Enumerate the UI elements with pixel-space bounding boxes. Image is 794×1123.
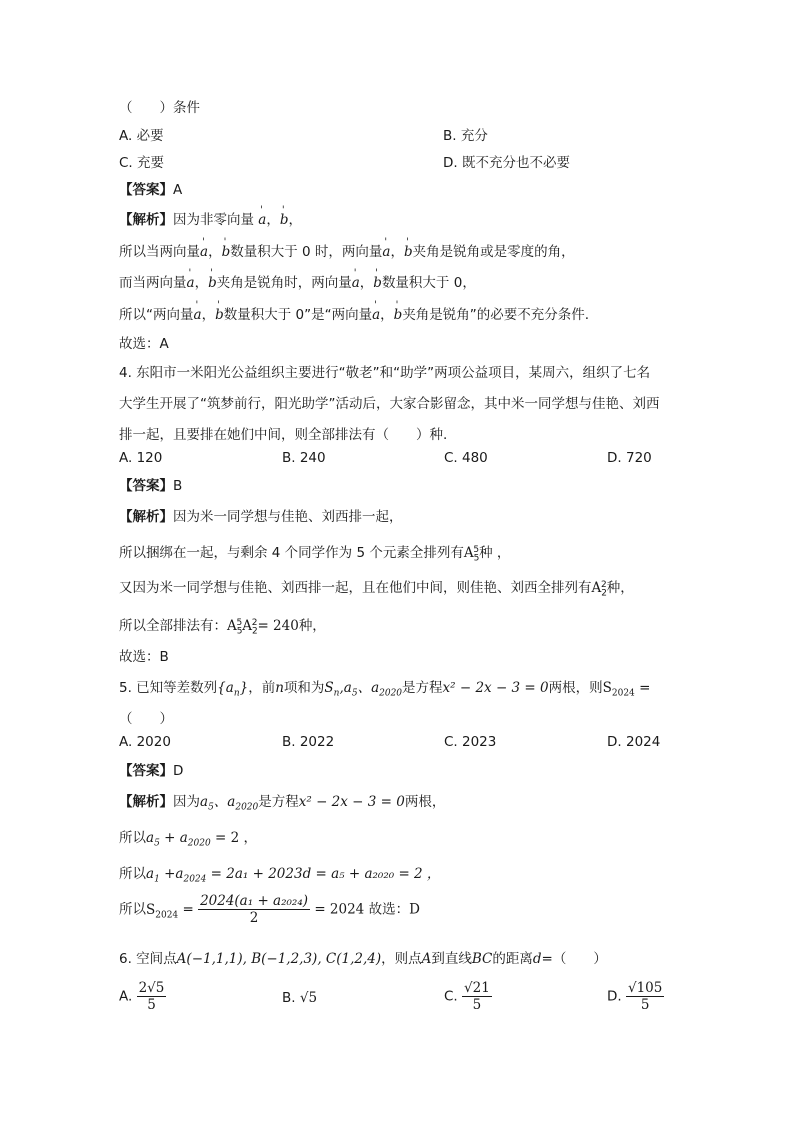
q3-option-c: C. 充要 xyxy=(119,155,165,171)
q6-option-a xyxy=(119,980,166,1013)
q4-stem-line-3: 排一起，且要排在她们中间，则全部排法有（ ）种. xyxy=(119,427,448,443)
text-fragment: ， xyxy=(288,212,303,228)
text-fragment: 种， xyxy=(606,580,634,596)
text-fragment: A xyxy=(421,951,432,967)
text-fragment: ， xyxy=(390,244,404,260)
text-fragment: A xyxy=(463,545,474,561)
text-fragment: ， xyxy=(359,275,374,291)
text-fragment: 是方程 xyxy=(402,680,443,696)
text-fragment: n xyxy=(275,680,284,696)
text-fragment: 2 xyxy=(249,910,259,926)
text-fragment: 夹角是锐角时，两向量 xyxy=(216,275,352,291)
text-fragment: A. xyxy=(119,988,133,1005)
q5-stem-line-1: 5. 已知等差数列$\{a_n\}$，前n项和为$S_n,a_5$、$a_{2020}$是方程x² − 2x − 3 = 0两根，则$S_{2024}$ = xyxy=(119,680,651,699)
text-fragment: ' b xyxy=(280,212,289,228)
text-fragment: ' b xyxy=(222,244,231,260)
q3-option-d: D. 既不充分也不必要 xyxy=(443,155,570,171)
text-fragment: ' a xyxy=(372,307,380,323)
q5-answer xyxy=(119,759,183,779)
text-fragment: 2020 xyxy=(235,802,259,813)
text-fragment: x² − 2x − 3 = 0 xyxy=(298,794,405,810)
text-fragment: a xyxy=(175,866,184,882)
text-fragment: 数量积大于 0 时，两向量 xyxy=(230,244,383,260)
text-fragment: 2 xyxy=(251,617,258,628)
text-fragment: = xyxy=(639,680,651,696)
text-fragment: 两根，则 xyxy=(548,680,603,696)
text-fragment: 因为非零向量 xyxy=(173,212,254,228)
text-fragment: 5 xyxy=(154,838,160,849)
text-fragment: A xyxy=(173,182,183,198)
q4-conclusion: 故选：B xyxy=(119,649,169,665)
text-fragment: ' a xyxy=(194,307,202,323)
text-fragment: √21 xyxy=(464,980,490,996)
text-fragment: √5 xyxy=(299,990,318,1006)
q5-analysis-line-1: 【解析】因为$a_5$、$a_{2020}$是方程x² − 2x − 3 = 0两根， xyxy=(119,794,446,813)
text-fragment: 所以 xyxy=(119,830,146,846)
q4-analysis-line-1 xyxy=(119,505,403,525)
text-fragment: ' b xyxy=(215,307,224,323)
text-fragment: ' a xyxy=(187,275,195,291)
text-fragment: 5 xyxy=(351,688,358,699)
text-fragment: 数量积大于 0， xyxy=(381,275,476,291)
text-fragment: 两根， xyxy=(404,794,446,810)
text-fragment: ' b xyxy=(208,275,217,291)
text-fragment: a xyxy=(179,830,188,846)
text-fragment: 2024 xyxy=(611,688,635,699)
text-fragment: 5 xyxy=(236,626,243,637)
text-fragment: 项和为 xyxy=(283,680,325,696)
text-fragment: = xyxy=(182,901,194,918)
text-fragment: 种， xyxy=(298,618,326,634)
q3-option-b: B. 充分 xyxy=(443,128,488,144)
q5-stem-line-2: （ ） xyxy=(119,711,173,727)
text-fragment: 所以当两向量 xyxy=(119,244,200,260)
text-fragment: ' b xyxy=(373,275,382,291)
text-fragment: 1 xyxy=(154,874,160,885)
text-fragment: D xyxy=(173,763,184,779)
text-fragment: 【解析】 xyxy=(119,212,173,228)
q4-option-c: C. 480 xyxy=(444,450,488,466)
text-fragment: + xyxy=(164,830,176,846)
q3-conclusion: 故选：A xyxy=(119,336,169,352)
q5-option-b: B. 2022 xyxy=(282,734,335,750)
text-fragment: 种 ， xyxy=(479,545,511,561)
q4-analysis-line-4 xyxy=(119,614,326,637)
text-fragment: a xyxy=(371,680,380,696)
text-fragment: 的距离 xyxy=(492,951,533,967)
text-fragment: 5 xyxy=(147,997,156,1013)
q4-answer xyxy=(119,474,182,494)
text-fragment: 数量积大于 0”是“两向量 xyxy=(223,307,373,323)
text-fragment: ，前 xyxy=(248,680,276,696)
text-fragment: ，则点 xyxy=(381,951,422,967)
q4-analysis-line-3 xyxy=(119,576,634,599)
text-fragment: 2 xyxy=(600,579,607,590)
text-fragment: = 2 ， xyxy=(214,830,257,846)
q5-analysis-line-4: 所以$S_{2024}$ = $\frac{\text{2024(a₁ + a₂₀₂₄)}}{2}$ = 2024 故选：D xyxy=(119,893,420,926)
q4-option-b: B. 240 xyxy=(282,450,326,466)
q5-option-d: D. 2024 xyxy=(607,734,661,750)
text-fragment: 2024 xyxy=(183,874,207,885)
q5-analysis-line-2 xyxy=(119,826,257,849)
q6-option-b xyxy=(282,990,317,1006)
text-fragment: ' b xyxy=(404,244,413,260)
text-fragment: 夹角是锐角”的必要不充分条件. xyxy=(402,307,590,323)
text-fragment: ' a xyxy=(258,212,266,228)
text-fragment: 因为 xyxy=(173,794,200,810)
q3-condition-line: （ ）条件 xyxy=(119,100,200,116)
text-fragment: ' a xyxy=(200,244,208,260)
q6-option-c xyxy=(444,980,492,1013)
text-fragment: ' b xyxy=(394,307,403,323)
text-fragment: ， xyxy=(208,244,222,260)
q4-option-a: A. 120 xyxy=(119,450,163,466)
text-fragment: 2 xyxy=(251,626,258,637)
text-fragment: 【答案】 xyxy=(119,763,173,779)
text-fragment: ， xyxy=(194,275,209,291)
text-fragment: 所以 xyxy=(119,901,146,918)
q4-option-d: D. 720 xyxy=(607,450,652,466)
text-fragment: A(−1,1,1), B(−1,2,3), C(1,2,4) xyxy=(176,951,382,967)
text-fragment: 而当两向量 xyxy=(119,275,187,291)
text-fragment: 2024(a₁ + a₂₀₂₄) xyxy=(200,893,309,909)
text-fragment: 又因为米一同学想与佳艳、刘西排一起，且在他们中间，则佳艳、刘西全排列有 xyxy=(119,580,592,596)
text-fragment: B. xyxy=(282,990,296,1006)
q3-analysis-line-1 xyxy=(119,208,302,228)
text-fragment: x² − 2x − 3 = 0 xyxy=(442,680,549,696)
text-fragment: = 2a₁ + 2023d = a₅ + a₂₀₂₀ = 2 ， xyxy=(210,866,441,882)
text-fragment: 所以“两向量 xyxy=(119,307,194,323)
text-fragment: 5 xyxy=(473,544,480,555)
text-fragment: 2√5 xyxy=(138,980,165,996)
text-fragment: A xyxy=(591,580,602,596)
q3-analysis-line-2 xyxy=(119,240,575,260)
text-fragment: A xyxy=(227,618,237,634)
text-fragment: D. xyxy=(607,988,622,1005)
text-fragment: 夹角是锐角或是零度的角， xyxy=(412,244,575,260)
text-fragment: 【答案】 xyxy=(119,182,173,198)
text-fragment: =（ ） xyxy=(541,951,607,967)
text-fragment: ' a xyxy=(352,275,360,291)
text-fragment: B xyxy=(173,478,183,494)
q3-answer xyxy=(119,178,182,198)
text-fragment: = 2024 故选：D xyxy=(314,901,420,918)
text-fragment: A xyxy=(242,618,252,634)
text-fragment: 5. 已知等差数列 xyxy=(119,680,218,696)
text-fragment: 2 xyxy=(601,588,607,599)
text-fragment: 到直线 xyxy=(431,951,472,967)
q3-analysis-line-4 xyxy=(119,303,589,323)
text-fragment: 2020 xyxy=(187,838,211,849)
q4-analysis-line-2 xyxy=(119,541,510,564)
text-fragment: n xyxy=(333,688,340,699)
text-fragment: √105 xyxy=(627,980,663,996)
text-fragment: 【解析】 xyxy=(119,794,173,810)
text-fragment: 【答案】 xyxy=(119,478,173,494)
text-fragment: 所以捆绑在一起，与剩余 4 个同学作为 5 个元素全排列有 xyxy=(119,545,464,561)
text-fragment: 2020 xyxy=(379,688,403,699)
text-fragment: ， xyxy=(380,307,394,323)
text-fragment: d xyxy=(532,951,542,967)
q5-option-c: C. 2023 xyxy=(444,734,497,750)
q3-option-a: A. 必要 xyxy=(119,128,164,144)
text-fragment: n xyxy=(233,688,240,699)
q5-fraction xyxy=(198,893,310,926)
text-fragment: a xyxy=(146,830,155,846)
text-fragment: ， xyxy=(266,212,280,228)
text-fragment: 所以全部排法有： xyxy=(119,618,227,634)
text-fragment: ， xyxy=(201,307,216,323)
text-fragment: 5 xyxy=(236,617,243,628)
q5-analysis-line-3 xyxy=(119,862,440,885)
text-fragment: S xyxy=(324,680,334,696)
q6-stem xyxy=(119,947,607,967)
text-fragment: 所以 xyxy=(119,866,146,882)
text-fragment: 是方程 xyxy=(258,794,299,810)
q5-option-a: A. 2020 xyxy=(119,734,171,750)
q4-stem-line-1: 4. 东阳市一米阳光公益组织主要进行“敬老”和“助学”两项公益项目，某周六，组织了七名 xyxy=(119,365,651,381)
text-fragment: 5 xyxy=(208,802,214,813)
text-fragment: 2024 xyxy=(155,910,179,921)
text-fragment: 5 xyxy=(640,997,650,1013)
text-fragment: = 240 xyxy=(257,618,299,634)
text-fragment: 6. 空间点 xyxy=(119,951,177,967)
text-fragment: a xyxy=(225,680,234,696)
q3-analysis-line-3 xyxy=(119,271,476,291)
text-fragment: 5 xyxy=(473,553,480,564)
text-fragment: a xyxy=(146,866,155,882)
text-fragment: C. xyxy=(444,988,458,1005)
text-fragment: ' a xyxy=(382,244,390,260)
text-fragment: a xyxy=(200,794,209,810)
q4-stem-line-2: 大学生开展了“筑梦前行，阳光助学”活动后，大家合影留念，其中米一同学想与佳艳、刘西 xyxy=(119,396,660,412)
text-fragment: 【解析】 xyxy=(119,509,173,525)
text-fragment: a xyxy=(343,680,352,696)
text-fragment: 因为米一同学想与佳艳、刘西排一起， xyxy=(173,509,403,525)
text-fragment: a xyxy=(227,794,236,810)
text-fragment: BC xyxy=(471,951,493,967)
q6-option-d xyxy=(607,980,664,1013)
text-fragment: + xyxy=(164,866,176,882)
text-fragment: 5 xyxy=(472,997,482,1013)
